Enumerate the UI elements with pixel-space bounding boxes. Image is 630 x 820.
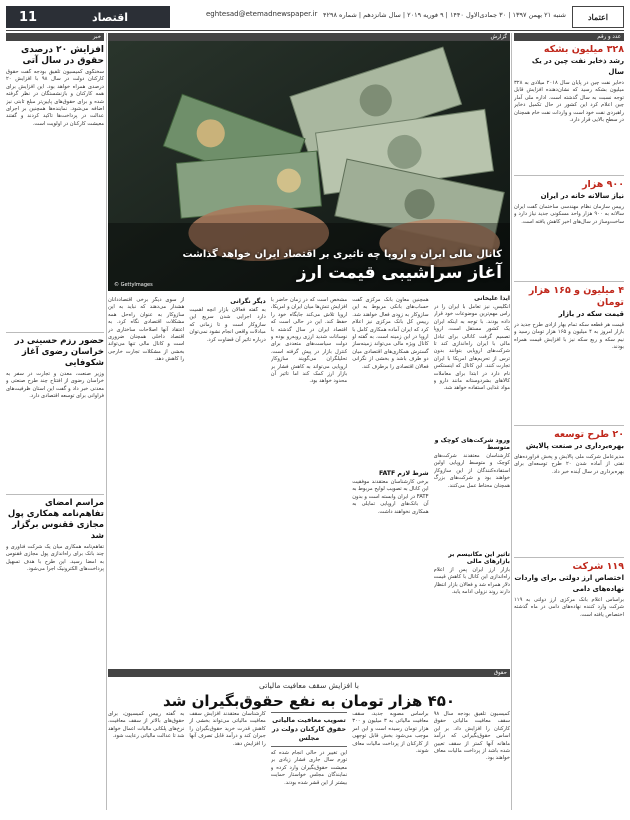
text-column	[352, 295, 428, 665]
left-column	[6, 33, 104, 810]
column-divider	[106, 33, 107, 810]
article-paragraph: از سوی دیگر برخی اقتصاددانان هشدار می‌دهند که نباید به این سازوکار به عنوان راه‌حل همه مشکلات اقتصادی نگاه کرد. به اعتقاد آنها اصلاحات ساختاری در اقتصاد داخلی همچنان ضروری است و کانال مالی تنها می‌تواند بخشی از مشکلات تجارت خارجی را کاهش دهد.	[107, 297, 185, 363]
brief-headline: ۴ میلیون و ۱۶۵ هزار تومان	[528, 285, 624, 308]
brief-body: قیمت هر قطعه سکه تمام بهار آزادی طرح جدید در بازار امروز به ۴ میلیون و ۱۶۵ هزار تومان رسید و نیم سکه و ربع سکه نیز با افزایش قیمت همراه بودند.	[514, 322, 624, 351]
brief-body: براساس اعلام بانک مرکزی ارز دولتی به ۱۱۹ شرکت وارد کننده نهاده‌های دامی در ماه گذشته اختصاص یافته است.	[514, 597, 624, 618]
article-paragraph: به گفته رییس کمیسیون، برای حقوق‌های بالاتر از سقف معافیت، نرخ‌های پلکانی مالیات اعمال خواهد شد تا عدالت مالیاتی رعایت شود.	[107, 711, 185, 740]
news-body: تفاهم‌نامه همکاری میان یک شرکت فناوری و چند بانک برای راه‌اندازی پول مجازی ققنوس به امضا رسید. این طرح با هدف تسهیل پرداخت‌های الکترونیک اجرا می‌شود.	[6, 544, 104, 573]
brief-item	[514, 179, 624, 278]
divider	[514, 175, 624, 176]
brief-item	[514, 285, 624, 422]
text-column	[271, 709, 347, 810]
text-column	[189, 295, 265, 665]
brief-subhead: اختصاص ارز دولتی برای واردات نهاده‌های دامی	[514, 574, 624, 593]
brief-item	[514, 44, 624, 172]
author-byline: آیدا علیخانی	[474, 295, 510, 302]
article-paragraph: بازار ارز ایران پس از اعلام راه‌اندازی این کانال با کاهش قیمت دلار همراه شد و فعالان بازار انتظار دارند روند نزولی ادامه یابد.	[433, 567, 510, 596]
feature-title: آغاز سراشیبی قیمت ارز	[296, 263, 502, 283]
left-column-label	[6, 33, 104, 41]
brief-body: مدیرعامل شرکت ملی پالایش و پخش فرآورده‌های نفتی از آماده شدن ۲۰ طرح توسعه‌ای برای بهره‌برداری در سال آینده خبر داد.	[514, 454, 624, 475]
pull-quote: تصویب معافیت مالیاتی حقوق کارکنان دولت در مجلس	[271, 712, 347, 747]
brief-headline: ۹۰۰ هزار	[582, 179, 624, 190]
text-column	[108, 295, 184, 665]
column-divider	[511, 33, 512, 810]
feature-text-columns	[108, 295, 510, 665]
brief-headline: ۲۰ طرح توسعه	[554, 429, 624, 440]
divider	[6, 494, 104, 495]
divider	[6, 332, 104, 333]
article-paragraph: به گفته فعالان بازار آنچه اهمیت دارد اجرایی شدن سریع این سازوکار است و تا زمانی که مبادلات واقعی انجام نشود نمی‌توان درباره تاثیر آن قضاوت کرد.	[189, 307, 266, 343]
salary-article-label-text: حقوق	[493, 670, 507, 676]
brief-item	[514, 561, 624, 667]
section-email[interactable]: eghtesad@etemadnewspaper.ir	[206, 10, 318, 18]
brief-subhead: نیاز سالانه خانه در ایران	[540, 192, 624, 200]
article-subheading: تاثیر این مکانیسم بر بازارهای مالی	[448, 551, 510, 565]
article-subheading: شرط لازم FATF	[378, 470, 429, 477]
right-column-label	[514, 33, 624, 41]
feature-label-text: گزارش	[490, 34, 507, 40]
text-column	[271, 295, 347, 665]
brief-subhead: قیمت سکه در بازار	[558, 310, 624, 318]
text-column	[434, 295, 510, 665]
right-column	[514, 33, 624, 810]
news-headline: مراسم امضای تفاهم‌نامه همکاری پول مجازی ققنوس برگزار شد	[7, 498, 104, 541]
feature-photo	[108, 33, 510, 291]
salary-article	[108, 669, 510, 810]
salary-article-label	[108, 669, 510, 677]
brief-subhead: رشد ذخایر نفت چین در یک سال	[531, 57, 624, 76]
text-column	[189, 709, 265, 810]
article-paragraph: این تغییر در حالی انجام شده که تورم سال جاری فشار زیادی بر معیشت حقوق‌بگیران وارد کرده و نمایندگان مجلس خواستار حمایت بیشتر از این قشر شده بودند.	[270, 750, 348, 786]
brief-body: ذخایر نفت چین در پایان سال ۲۰۱۸ میلادی به ۳۲۸ میلیون بشکه رسید که نشان‌دهنده افزایش قابل توجه نسبت به سال گذشته است. اداره ملی آمار چین اعلام کرد این کشور در حال تکمیل ذخایر راهبردی نفت خود است و واردات نفت خام همچنان در سطح بالایی قرار دارد.	[514, 80, 624, 124]
news-body: وزیر صنعت، معدن و تجارت در سفر به خراسان رضوی از افتتاح چند طرح صنعتی و معدنی خبر داد و گفت این استان ظرفیت‌های فراوانی برای توسعه اقتصادی دارد.	[6, 371, 104, 400]
article-paragraph: کمیسیون تلفیق بودجه سال ۹۸ سقف معافیت مالیاتی حقوق کارکنان را افزایش داد. بر این اساس حقوق‌بگیرانی که درآمد ماهانه آنها کمتر از سقف تعیین شده باشد از پرداخت مالیات معاف خواهند بود.	[433, 711, 510, 762]
article-paragraph: براساس مصوبه جدید، سقف معافیت مالیاتی به ۳ میلیون و ۳۰۰ هزار تومان رسیده است و این امر موجب می‌شود بخش قابل توجهی از کارکنان از پرداخت مالیات معاف شوند.	[352, 711, 429, 755]
news-headline: حضور رزم حسینی در خراسان رضوی آغاز شکوفایی	[14, 336, 104, 368]
article-paragraph: انگلیس، نیز تعامل با ایران را در راس مهم‌ترین موضوعات خود قرار داده بودند. با توجه به اینکه ایران یک کشور مستقل است، اروپا تصمیم گرفت کانالی برای تبادل مالی با ایران راه‌اندازی کند تا شرکت‌های اروپایی بتوانند بدون ترس از تحریم‌های امریکا با ایران تجارت کنند. این کانال که اینستکس نام دارد در ابتدا برای معاملات کالاهای بشردوستانه مانند دارو و مواد غذایی استفاده خواهد شد.	[433, 304, 510, 392]
feature-label	[108, 33, 510, 41]
divider	[514, 425, 624, 426]
page-number: 11	[6, 6, 50, 28]
photo-credit: © GettyImages	[114, 282, 153, 288]
article-paragraph: کارشناسان معتقدند افزایش سقف معافیت مالیاتی می‌تواند بخشی از کاهش قدرت خرید حقوق‌بگیران را جبران کند و درآمد قابل تصرف آنها را افزایش دهد.	[189, 711, 266, 747]
article-subheading: دیگر نگرانی	[230, 298, 266, 305]
dateline: شنبه ۲۱ بهمن ۱۳۹۷ | ۳۰ جمادی‌الاول ۱۴۴۰ | ۹ فوریه ۲۰۱۹ | سال شانزدهم | شماره ۴۲۹۸	[323, 11, 566, 19]
header-rule	[6, 30, 624, 31]
section-title: اقتصاد	[50, 6, 170, 28]
brief-headline: ۳۲۸ میلیون بشکه	[543, 44, 624, 55]
salary-kicker: با افزایش سقف معافیت مالیاتی	[259, 681, 359, 690]
salary-text-columns	[108, 709, 510, 810]
brief-subhead: بهره‌برداری در صنعت پالایش	[525, 442, 624, 450]
news-body: سخنگوی کمیسیون تلفیق بودجه گفت حقوق کارکنان دولت در سال ۹۸ با افزایش ۲۰ درصدی همراه خواهد بود. این افزایش برای همه کارکنان و بازنشستگان در نظر گرفته شده و برای حقوق‌های پایین‌تر مبلغ ثابتی نیز اضافه می‌شود. نماینده‌ها همچنین بر اجرای عدالت در پرداخت‌ها تاکید کردند و گفتند معیشت کارکنان در اولویت است.	[6, 69, 104, 127]
feature-headline-block	[182, 249, 502, 283]
main-feature	[108, 33, 510, 810]
brief-item	[514, 429, 624, 554]
article-paragraph: همچنین معاون بانک مرکزی گفت حساب‌های بانکی مربوط به این سازوکار به زودی فعال خواهند شد. رییس کل بانک مرکزی نیز اعلام کرد که ایران آماده همکاری کامل با اروپا در این زمینه است. به گفته او کانال ویژه مالی می‌تواند زمینه‌ساز گسترش همکاری‌های اقتصادی میان دو طرف باشد و بخشی از نگرانی فعالان اقتصادی را برطرف کند.	[352, 297, 429, 370]
divider	[514, 557, 624, 558]
divider	[514, 281, 624, 282]
text-column	[108, 709, 184, 810]
brief-body: رییس سازمان نظام مهندسی ساختمان گفت ایران سالانه به ۹۰۰ هزار واحد مسکونی جدید نیاز دارد و ساخت‌وساز در سال‌های اخیر کاهش یافته است.	[514, 204, 624, 225]
article-subheading: ورود شرکت‌های کوچک و متوسط	[434, 437, 510, 451]
newspaper-logo: اعتماد	[572, 6, 624, 28]
salary-headline: ۴۵۰ هزار تومان به نفع حقوق‌بگیران شد	[162, 692, 456, 710]
brief-headline: ۱۱۹ شرکت	[572, 561, 624, 572]
feature-subtitle: کانال مالی ایران و اروپا چه تاثیری بر اقتصاد ایران خواهد گذاشت	[182, 249, 502, 260]
left-column-label-text: خبر	[92, 34, 101, 40]
text-column	[352, 709, 428, 810]
text-column	[434, 709, 510, 810]
article-paragraph: مشخص است که در زمان حاضر با افزایش تنش‌ها میان ایران و امریکا، اروپا تلاش می‌کند جایگاه خود را حفظ کند. این در حالی است که اقتصاد ایران در سال گذشته با نوسانات شدید ارزی روبه‌رو بوده و دولت سیاست‌های متعددی برای کنترل بازار در پیش گرفته است. تحلیلگران می‌گویند سازوکار اروپایی می‌تواند به کاهش فشار بر بازار ارز کمک کند اما تاثیر آن محدود خواهد بود.	[270, 297, 348, 385]
article-paragraph: کارشناسان معتقدند شرکت‌های کوچک و متوسط اروپایی اولین استفاده‌کنندگان از این سازوکار خواهند بود و شرکت‌های بزرگ همچنان محتاط عمل می‌کنند.	[433, 453, 510, 489]
article-paragraph: برخی کارشناسان معتقدند موفقیت این کانال به تصویب لوایح مربوط به FATF در ایران وابسته است و بدون آن بانک‌های اروپایی تمایلی به همکاری نخواهند داشت.	[352, 479, 429, 515]
right-column-label-text: عدد و رقم	[597, 34, 621, 40]
news-headline: افزایش ۲۰ درصدی حقوق در سال آتی	[21, 45, 104, 66]
masthead	[6, 6, 624, 28]
